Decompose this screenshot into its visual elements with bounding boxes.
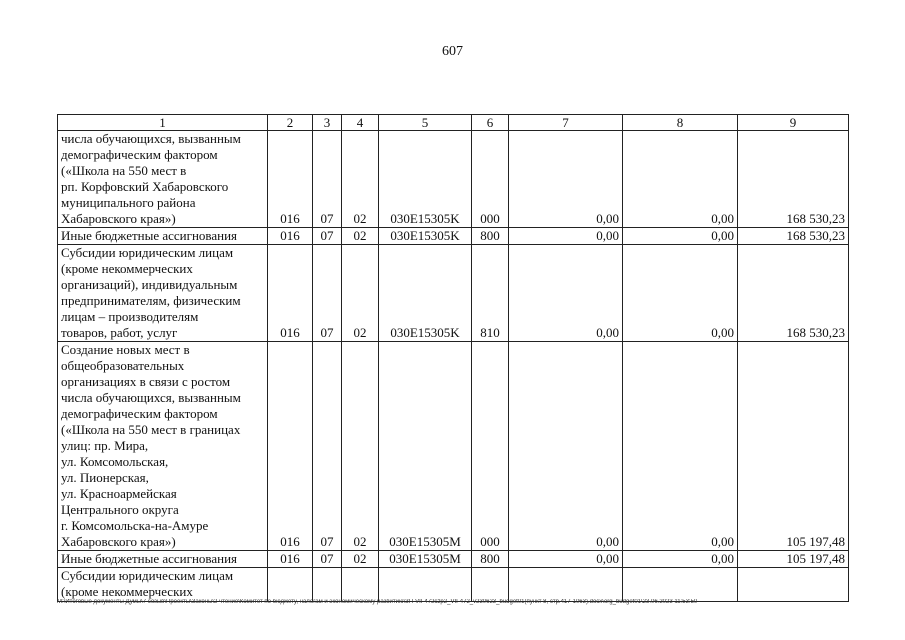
description-line: Иные бюджетные ассигнования (61, 551, 238, 566)
amount-cell: 0,00 (623, 342, 738, 551)
section-code-cell: 07 (313, 551, 342, 568)
table-row (58, 568, 849, 602)
row-description (58, 131, 268, 228)
column-header: 5 (379, 115, 472, 131)
amount-cell (509, 568, 623, 602)
section-code-cell: 07 (313, 228, 342, 245)
amount-cell: 168 530,23 (738, 228, 849, 245)
description-line: демографическим фактором (61, 147, 218, 162)
subsection-code-cell: 02 (342, 228, 379, 245)
amount-cell: 168 530,23 (738, 245, 849, 342)
section-code-cell: 07 (313, 342, 342, 551)
description-line: числа обучающихся, вызванным (61, 390, 241, 405)
amount-cell: 0,00 (509, 228, 623, 245)
row-description (58, 342, 268, 551)
description-line: предпринимателям, физическим (61, 293, 241, 308)
column-header: 6 (472, 115, 509, 131)
row-description (58, 551, 268, 568)
description-line: числа обучающихся, вызванным (61, 131, 241, 146)
target-article-cell: 030E15305M (379, 342, 472, 551)
column-header: 9 (738, 115, 849, 131)
ministry-code-cell: 016 (268, 551, 313, 568)
target-article-cell: 030E15305M (379, 551, 472, 568)
description-line: Иные бюджетные ассигнования (61, 228, 238, 243)
table-row (58, 342, 849, 551)
column-header: 8 (623, 115, 738, 131)
description-line: организациях в связи с ростом (61, 374, 231, 389)
description-line: товаров, работ, услуг (61, 325, 178, 340)
subsection-code-cell: 02 (342, 551, 379, 568)
amount-cell: 0,00 (623, 131, 738, 228)
description-line: г. Комсомольска-на-Амуре (61, 518, 209, 533)
expense-type-cell: 800 (472, 551, 509, 568)
expense-type-cell: 000 (472, 131, 509, 228)
section-code-cell: 07 (313, 245, 342, 342)
row-description (58, 228, 268, 245)
column-header: 4 (342, 115, 379, 131)
target-article-cell: 030E15305K (379, 245, 472, 342)
description-line: ул. Комсомольская, (61, 454, 169, 469)
ministry-code-cell: 016 (268, 228, 313, 245)
description-line: Создание новых мест в (61, 342, 190, 357)
table-row (58, 228, 849, 245)
expense-type-cell (472, 568, 509, 602)
ministry-code-cell: 016 (268, 342, 313, 551)
amount-cell: 0,00 (509, 342, 623, 551)
target-article-cell: 030E15305K (379, 131, 472, 228)
description-line: лицам – производителям (61, 309, 199, 324)
amount-cell: 0,00 (623, 228, 738, 245)
table-row (58, 551, 849, 568)
column-header: 3 (313, 115, 342, 131)
section-code-cell (313, 568, 342, 602)
description-line: Субсидии юридическим лицам (61, 568, 234, 583)
target-article-cell (379, 568, 472, 602)
ministry-code-cell: 016 (268, 245, 313, 342)
ministry-code-cell (268, 568, 313, 602)
description-line: («Школа на 550 мест в границах (61, 422, 241, 437)
document-path-footer: М:\Итоговые документы Думы\7 созыв\Проекты\Законы\2 чтение\Комитет по бюджету, налогам и экономическому развитию\ЗП-VII-472сzp2_VII-472_v230623_budget01(пункт 8, стр.417-1063).docx\org_budget01\23.06.2023 11:53:50 (57, 599, 698, 605)
description-line: («Школа на 550 мест в (61, 163, 187, 178)
table-row (58, 245, 849, 342)
amount-cell: 0,00 (509, 131, 623, 228)
column-number-row (58, 115, 849, 131)
description-line: демографическим фактором (61, 406, 218, 421)
table-row (58, 131, 849, 228)
description-line: ул. Пионерская, (61, 470, 149, 485)
expense-type-cell: 000 (472, 342, 509, 551)
page-number: 607 (442, 44, 463, 59)
subsection-code-cell (342, 568, 379, 602)
description-line: общеобразовательных (61, 358, 185, 373)
budget-table (57, 114, 849, 602)
section-code-cell: 07 (313, 131, 342, 228)
description-line: (кроме некоммерческих (61, 584, 193, 599)
amount-cell (738, 568, 849, 602)
ministry-code-cell: 016 (268, 131, 313, 228)
amount-cell: 168 530,23 (738, 131, 849, 228)
subsection-code-cell: 02 (342, 245, 379, 342)
description-line: Центрального округа (61, 502, 179, 517)
subsection-code-cell: 02 (342, 342, 379, 551)
column-header: 7 (509, 115, 623, 131)
description-line: рп. Корфовский Хабаровского (61, 179, 229, 194)
expense-type-cell: 810 (472, 245, 509, 342)
amount-cell (623, 568, 738, 602)
subsection-code-cell: 02 (342, 131, 379, 228)
amount-cell: 105 197,48 (738, 342, 849, 551)
expense-type-cell: 800 (472, 228, 509, 245)
row-description (58, 568, 268, 602)
description-line: (кроме некоммерческих (61, 261, 193, 276)
target-article-cell: 030E15305K (379, 228, 472, 245)
row-description (58, 245, 268, 342)
description-line: Хабаровского края») (61, 534, 176, 549)
amount-cell: 0,00 (623, 551, 738, 568)
amount-cell: 0,00 (509, 551, 623, 568)
column-header: 2 (268, 115, 313, 131)
description-line: Субсидии юридическим лицам (61, 245, 234, 260)
description-line: ул. Красноармейская (61, 486, 177, 501)
description-line: улиц: пр. Мира, (61, 438, 149, 453)
amount-cell: 105 197,48 (738, 551, 849, 568)
description-line: муниципального района (61, 195, 196, 210)
column-header: 1 (58, 115, 268, 131)
amount-cell: 0,00 (509, 245, 623, 342)
description-line: организаций), индивидуальным (61, 277, 238, 292)
description-line: Хабаровского края») (61, 211, 176, 226)
amount-cell: 0,00 (623, 245, 738, 342)
